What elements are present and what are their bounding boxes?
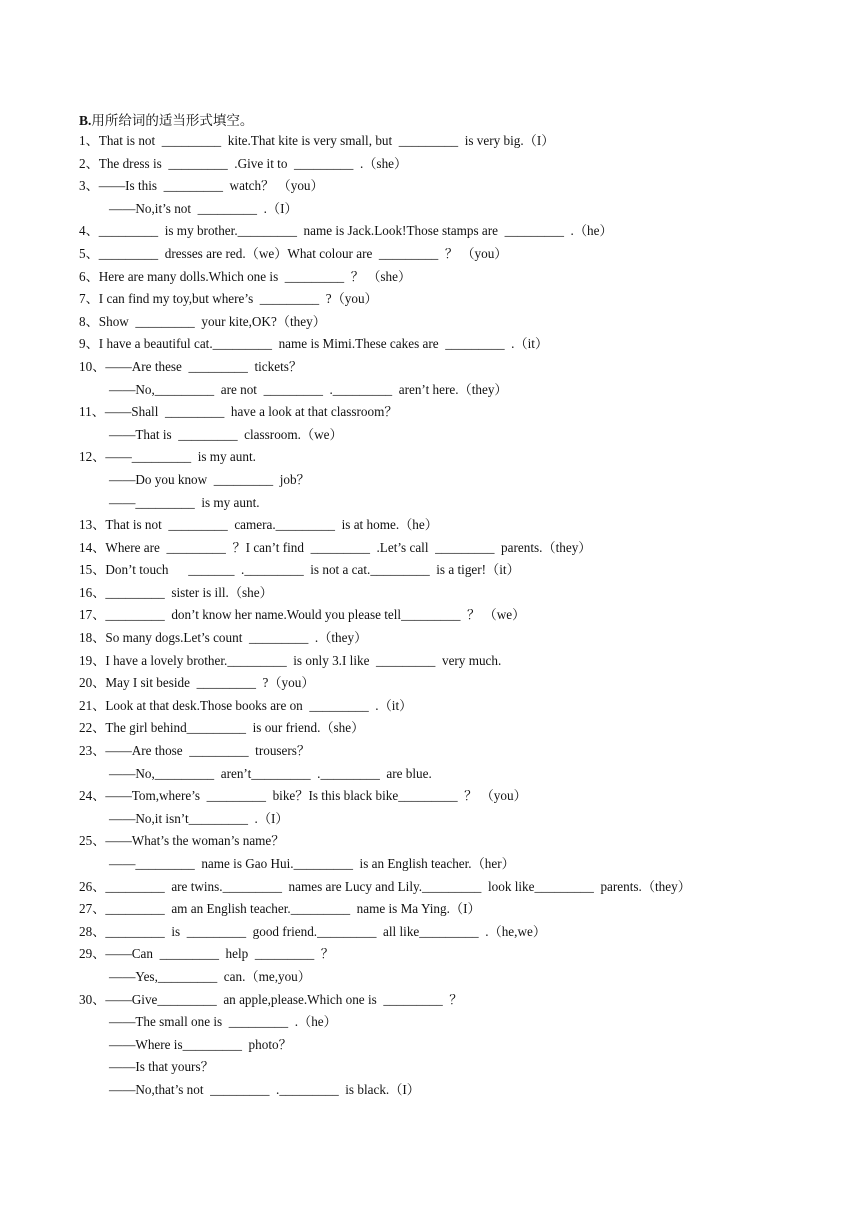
- exercise-text: ——No,_________ aren’t_________ ._________ are blue.: [109, 765, 432, 781]
- exercise-number: 2、: [79, 155, 99, 171]
- exercise-number: 29、: [79, 946, 106, 962]
- exercise-text: _________ am an English teacher._________ name is Ma Ying.（I）: [105, 901, 481, 917]
- exercise-number: 6、: [79, 268, 99, 284]
- section-title: [79, 109, 253, 129]
- exercise-item: [79, 989, 839, 1012]
- exercise-item: [79, 717, 839, 740]
- exercise-text: The girl behind_________ is our friend.（she）: [105, 720, 365, 736]
- exercise-item: [79, 943, 839, 966]
- exercise-text: ——Tom,where’s _________ bike？Is this black bike_________ ？ （you）: [105, 788, 527, 804]
- exercise-number: 9、: [79, 336, 99, 352]
- exercise-text: ——No,that’s not _________ ._________ is black.（I）: [109, 1081, 420, 1097]
- exercise-number: 27、: [79, 901, 106, 917]
- exercise-number: 26、: [79, 878, 106, 894]
- exercise-number: 3、: [79, 178, 99, 194]
- exercise-text: ——What’s the woman’s name？: [105, 833, 285, 849]
- exercise-number: 10、: [79, 358, 106, 374]
- exercise-item: [79, 333, 839, 356]
- exercise-number: 4、: [79, 223, 99, 239]
- exercise-text: ——Are those _________ trousers？: [105, 743, 311, 759]
- exercise-item: [79, 627, 839, 650]
- exercise-item: [79, 288, 839, 311]
- exercise-subline: [79, 198, 839, 221]
- exercise-number: 25、: [79, 833, 106, 849]
- exercise-number: 28、: [79, 923, 106, 939]
- exercise-text: ——Is this _________ watch？ （you）: [98, 178, 324, 194]
- exercise-item: [79, 175, 839, 198]
- exercise-text: I can find my toy,but where’s _________ ?（you）: [98, 291, 378, 307]
- exercise-item: [79, 672, 839, 695]
- exercise-text: Don’t touch _______ ._________ is not a cat._________ is a tiger!（it）: [105, 562, 520, 578]
- exercise-item: [79, 153, 839, 176]
- exercise-number: 30、: [79, 991, 106, 1007]
- exercise-item: [79, 830, 839, 853]
- exercise-number: 23、: [79, 743, 106, 759]
- exercise-item: [79, 311, 839, 334]
- exercise-subline: [79, 1034, 839, 1057]
- exercise-item: [79, 604, 839, 627]
- exercise-text: ——Can _________ help _________ ？: [105, 946, 334, 962]
- exercise-item: [79, 650, 839, 673]
- exercise-number: 22、: [79, 720, 106, 736]
- exercise-text: ——Give_________ an apple,please.Which one is _________ ？: [105, 991, 463, 1007]
- exercise-number: 18、: [79, 630, 106, 646]
- exercise-number: 14、: [79, 539, 106, 555]
- exercise-text: So many dogs.Let’s count _________ .（they）: [105, 630, 368, 646]
- exercise-item: [79, 266, 839, 289]
- exercise-number: 24、: [79, 788, 106, 804]
- exercise-item: [79, 921, 839, 944]
- exercise-text: _________ dresses are red.（we）What colour are _________ ？ （you）: [98, 245, 508, 261]
- exercise-number: 11、: [79, 404, 105, 420]
- exercise-subline: [79, 1079, 839, 1102]
- exercise-item: [79, 220, 839, 243]
- exercise-text: _________ don’t know her name.Would you please tell_________ ？ （we）: [105, 607, 526, 623]
- exercise-subline: [79, 1011, 839, 1034]
- exercise-item: [79, 537, 839, 560]
- exercise-text: ——Are these _________ tickets？: [105, 358, 303, 374]
- exercise-item: [79, 401, 839, 424]
- exercise-number: 12、: [79, 449, 106, 465]
- exercise-item: [79, 785, 839, 808]
- exercise-text: ——Where is_________ photo？: [109, 1036, 292, 1052]
- exercise-text: Look at that desk.Those books are on _________ .（it）: [105, 697, 413, 713]
- exercise-text: ——_________ is my aunt.: [109, 494, 260, 510]
- exercise-number: 20、: [79, 675, 106, 691]
- exercise-subline: [79, 1056, 839, 1079]
- exercise-text: _________ sister is ill.（she）: [105, 584, 273, 600]
- exercise-item: [79, 876, 839, 899]
- exercise-item: [79, 898, 839, 921]
- exercise-number: 21、: [79, 697, 106, 713]
- exercise-number: 16、: [79, 584, 106, 600]
- exercise-number: 19、: [79, 652, 106, 668]
- exercise-text: That is not _________ camera._________ is at home.（he）: [105, 517, 438, 533]
- exercise-text: ——No,_________ are not _________ ._________ aren’t here.（they）: [109, 381, 508, 397]
- exercise-text: ——The small one is _________ .（he）: [109, 1014, 337, 1030]
- exercise-text: I have a lovely brother._________ is only 3.I like _________ very much.: [105, 652, 502, 668]
- exercise-text: Where are _________ ？I can’t find _________ .Let’s call _________ parents.（they）: [105, 539, 592, 555]
- exercise-item: [79, 582, 839, 605]
- exercise-text: ——Yes,_________ can.（me,you）: [109, 968, 311, 984]
- exercise-text: ——No,it’s not _________ .（I）: [109, 200, 298, 216]
- exercise-text: ——Is that yours？: [109, 1059, 214, 1075]
- exercise-number: 17、: [79, 607, 106, 623]
- exercise-number: 1、: [79, 133, 99, 148]
- exercise-item: [79, 559, 839, 582]
- exercise-text: ——_________ is my aunt.: [105, 449, 256, 465]
- section-label: B.: [79, 113, 92, 128]
- exercise-item: [79, 446, 839, 469]
- exercise-subline: [79, 808, 839, 831]
- exercise-text: ——Shall _________ have a look at that classroom？: [104, 404, 398, 420]
- exercise-number: 5、: [79, 245, 99, 261]
- exercise-subline: [79, 424, 839, 447]
- exercise-subline: [79, 379, 839, 402]
- exercise-subline: [79, 763, 839, 786]
- exercise-subline: [79, 966, 839, 989]
- section-instruction: 用所给词的适当形式填空。: [91, 113, 254, 128]
- exercise-subline: [79, 492, 839, 515]
- exercise-item: [79, 243, 839, 266]
- exercise-text: ——Do you know _________ job？: [109, 471, 310, 487]
- exercise-text: May I sit beside _________ ?（you）: [105, 675, 315, 691]
- exercise-text: ——_________ name is Gao Hui._________ is an English teacher.（her）: [109, 856, 515, 871]
- exercise-text: ——That is _________ classroom.（we）: [109, 426, 343, 442]
- exercise-text: I have a beautiful cat._________ name is Mimi.These cakes are _________ .（it）: [98, 336, 549, 352]
- exercise-list: [79, 130, 839, 1102]
- exercise-number: 7、: [79, 291, 99, 307]
- exercise-item: [79, 130, 839, 153]
- exercise-text: _________ are twins._________ names are Lucy and Lily._________ look like_________ parents.（they）: [105, 878, 691, 894]
- exercise-text: Here are many dolls.Which one is _________ ？ （she）: [98, 268, 412, 284]
- exercise-subline: [79, 469, 839, 492]
- exercise-text: _________ is _________ good friend._________ all like_________ .（he,we）: [105, 923, 547, 939]
- exercise-number: 13、: [79, 517, 106, 533]
- exercise-text: _________ is my brother._________ name is Jack.Look!Those stamps are _________ .（he）: [98, 223, 613, 239]
- exercise-text: The dress is _________ .Give it to _________ .（she）: [98, 155, 408, 171]
- exercise-number: 8、: [79, 313, 99, 329]
- exercise-item: [79, 740, 839, 763]
- exercise-number: 15、: [79, 562, 106, 578]
- exercise-text: ——No,it isn’t_________ .（I）: [109, 810, 289, 826]
- exercise-item: [79, 695, 839, 718]
- exercise-text: That is not _________ kite.That kite is very small, but _________ is very big.（I）: [98, 133, 555, 148]
- exercise-subline: [79, 853, 839, 876]
- exercise-item: [79, 514, 839, 537]
- exercise-item: [79, 356, 839, 379]
- exercise-text: Show _________ your kite,OK?（they）: [98, 313, 326, 329]
